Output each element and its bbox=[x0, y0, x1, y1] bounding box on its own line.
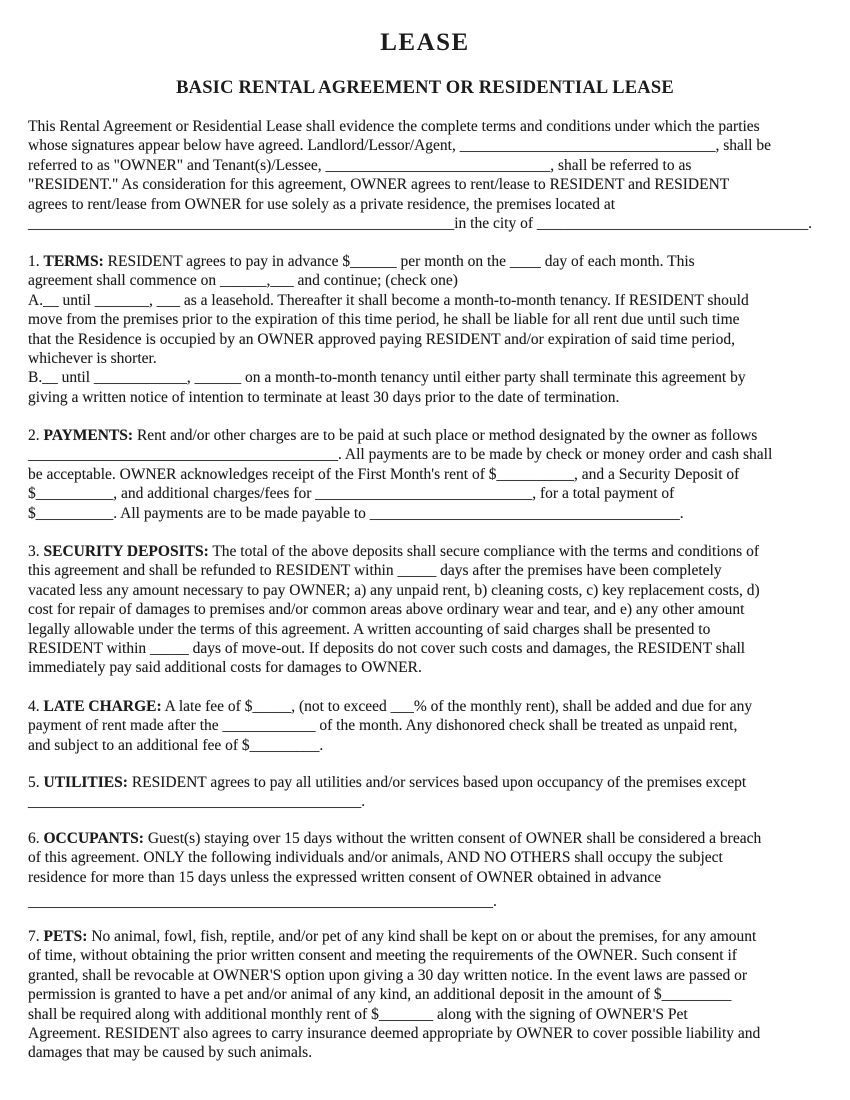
section-first-line-text: Rent and/or other charges are to be paid at such place or method designated by the owner as follows bbox=[133, 427, 758, 444]
text-line bbox=[28, 426, 824, 445]
section-terms bbox=[28, 252, 824, 407]
section-label: PAYMENTS: bbox=[43, 427, 134, 444]
section-first-line-text: RESIDENT agrees to pay in advance $______ per month on the ____ day of each month. This bbox=[103, 253, 695, 270]
text-line: cost for repair of damages to premises and/or common areas above ordinary wear and tear, and e) any other amount bbox=[28, 601, 745, 619]
text-line: agreement shall commence on ______,___ and continue; (check one) bbox=[28, 272, 458, 290]
section-number: 5. bbox=[28, 774, 44, 791]
section-occupants bbox=[28, 829, 824, 912]
text-line: and subject to an additional fee of $_________. bbox=[28, 736, 324, 754]
text-line: RESIDENT within _____ days of move-out. If deposits do not cover such costs and damages, the RESIDENT shall bbox=[28, 640, 746, 658]
text-line: of this agreement. ONLY the following individuals and/or animals, AND NO OTHERS shall occupy the subject bbox=[28, 849, 723, 867]
text-line: be acceptable. OWNER acknowledges receipt of the First Month's rent of $__________, and a Security Deposit of bbox=[28, 465, 740, 483]
section-first-line-text: RESIDENT agrees to pay all utilities and/or services based upon occupancy of the premises except bbox=[127, 774, 747, 791]
section-number: 1. bbox=[28, 253, 44, 270]
text-line: move from the premises prior to the expiration of this time period, he shall be liable for all rent due until such time bbox=[28, 311, 740, 329]
intro-paragraph bbox=[28, 117, 824, 233]
text-line: A.__ until _______, ___ as a leasehold. Thereafter it shall become a month-to-month tenancy. If RESIDENT should bbox=[28, 291, 749, 309]
section-first-line-text: The total of the above deposits shall secure compliance with the terms and conditions of bbox=[208, 543, 759, 560]
text-line: _______________________________________________________in the city of ___________________________________. bbox=[28, 215, 813, 233]
text-line: shall be required along with additional monthly rent of $_______ along with the signing of OWNER'S Pet bbox=[28, 1005, 688, 1023]
text-line: referred to as "OWNER" and Tenant(s)/Lessee, _____________________________, shall be referred to as bbox=[28, 156, 692, 174]
text-line bbox=[28, 697, 824, 716]
text-line: vacated less any amount necessary to pay OWNER; a) any unpaid rent, b) cleaning costs, c) key replacement costs, d) bbox=[28, 581, 760, 599]
document-subtitle: BASIC RENTAL AGREEMENT OR RESIDENTIAL LEASE bbox=[176, 78, 674, 98]
text-line: ________________________________________. All payments are to be made by check or money order and cash shall bbox=[28, 446, 773, 464]
section-label: LATE CHARGE: bbox=[43, 698, 162, 715]
text-line: legally allowable under the terms of this agreement. A written accounting of said charges shall be presented to bbox=[28, 620, 711, 638]
text-line: Agreement. RESIDENT also agrees to carry insurance deemed appropriate by OWNER to cover possible liability and bbox=[28, 1025, 761, 1043]
section-first-line-text: Guest(s) staying over 15 days without the written consent of OWNER shall be considered a breach bbox=[143, 830, 762, 847]
text-line: immediately pay said additional costs for damages to OWNER. bbox=[28, 659, 422, 677]
document-title: LEASE bbox=[380, 29, 470, 56]
text-line: agrees to rent/lease from OWNER for use solely as a private residence, the premises located at bbox=[28, 195, 616, 213]
section-number: 4. bbox=[28, 698, 44, 715]
text-line bbox=[28, 829, 824, 848]
section-number: 3. bbox=[28, 543, 44, 560]
text-line: payment of rent made after the ____________ of the month. Any dishonored check shall be treated as unpaid rent, bbox=[28, 717, 738, 735]
text-line: "RESIDENT." As consideration for this agreement, OWNER agrees to rent/lease to RESIDENT and RESIDENT bbox=[28, 176, 730, 194]
section-utilities bbox=[28, 773, 824, 812]
text-line: of time, without obtaining the prior written consent and meeting the requirements of the OWNER. Such consent if bbox=[28, 947, 737, 965]
text-line: granted, shall be revocable at OWNER'S option upon giving a 30 day written notice. In the event laws are passed or bbox=[28, 966, 748, 984]
section-pets bbox=[28, 927, 824, 1063]
section-label: PETS: bbox=[43, 928, 88, 945]
text-line bbox=[28, 773, 824, 792]
text-line: whichever is shorter. bbox=[28, 350, 157, 368]
text-line: whose signatures appear below have agreed. Landlord/Lessor/Agent, _________________________________, shall be bbox=[28, 137, 771, 155]
section-late-charge bbox=[28, 697, 824, 755]
text-line: ___________________________________________. bbox=[28, 793, 366, 811]
text-line: this agreement and shall be refunded to RESIDENT within _____ days after the premises have been completely bbox=[28, 562, 722, 580]
text-line: giving a written notice of intention to terminate at least 30 days prior to the date of termination. bbox=[28, 388, 620, 406]
section-label: TERMS: bbox=[43, 253, 104, 270]
text-line: permission is granted to have a pet and/or animal of any kind, an additional deposit in the amount of $_________ bbox=[28, 986, 732, 1004]
text-line: that the Residence is occupied by an OWNER approved paying RESIDENT and/or expiration of said time period, bbox=[28, 330, 735, 348]
text-line bbox=[28, 927, 824, 946]
text-line: ____________________________________________________________. bbox=[28, 893, 497, 911]
text-line: $__________. All payments are to be made payable to ________________________________________. bbox=[28, 504, 684, 522]
section-number: 2. bbox=[28, 427, 44, 444]
section-label: UTILITIES: bbox=[43, 774, 128, 791]
section-payments bbox=[28, 426, 824, 523]
section-label: OCCUPANTS: bbox=[43, 830, 144, 847]
text-line: B.__ until ____________, ______ on a month-to-month tenancy until either party shall terminate this agreement by bbox=[28, 369, 746, 387]
section-security-deposits bbox=[28, 542, 824, 678]
text-line: damages that may be caused by such animals. bbox=[28, 1044, 313, 1062]
text-line bbox=[28, 252, 824, 271]
section-first-line-text: No animal, fowl, fish, reptile, and/or pet of any kind shall be kept on or about the premises, for any amount bbox=[87, 928, 757, 945]
text-line bbox=[28, 542, 824, 561]
text-line: This Rental Agreement or Residential Lease shall evidence the complete terms and conditions under which the parties bbox=[28, 118, 760, 135]
text-line: residence for more than 15 days unless the expressed written consent of OWNER obtained in advance bbox=[28, 868, 662, 886]
section-number: 7. bbox=[28, 928, 44, 945]
section-first-line-text: A late fee of $_____, (not to exceed ___% of the monthly rent), shall be added and due for any bbox=[161, 698, 753, 715]
section-number: 6. bbox=[28, 830, 44, 847]
section-label: SECURITY DEPOSITS: bbox=[43, 543, 209, 560]
text-line: $__________, and additional charges/fees for ____________________________, for a total payment of bbox=[28, 485, 675, 503]
